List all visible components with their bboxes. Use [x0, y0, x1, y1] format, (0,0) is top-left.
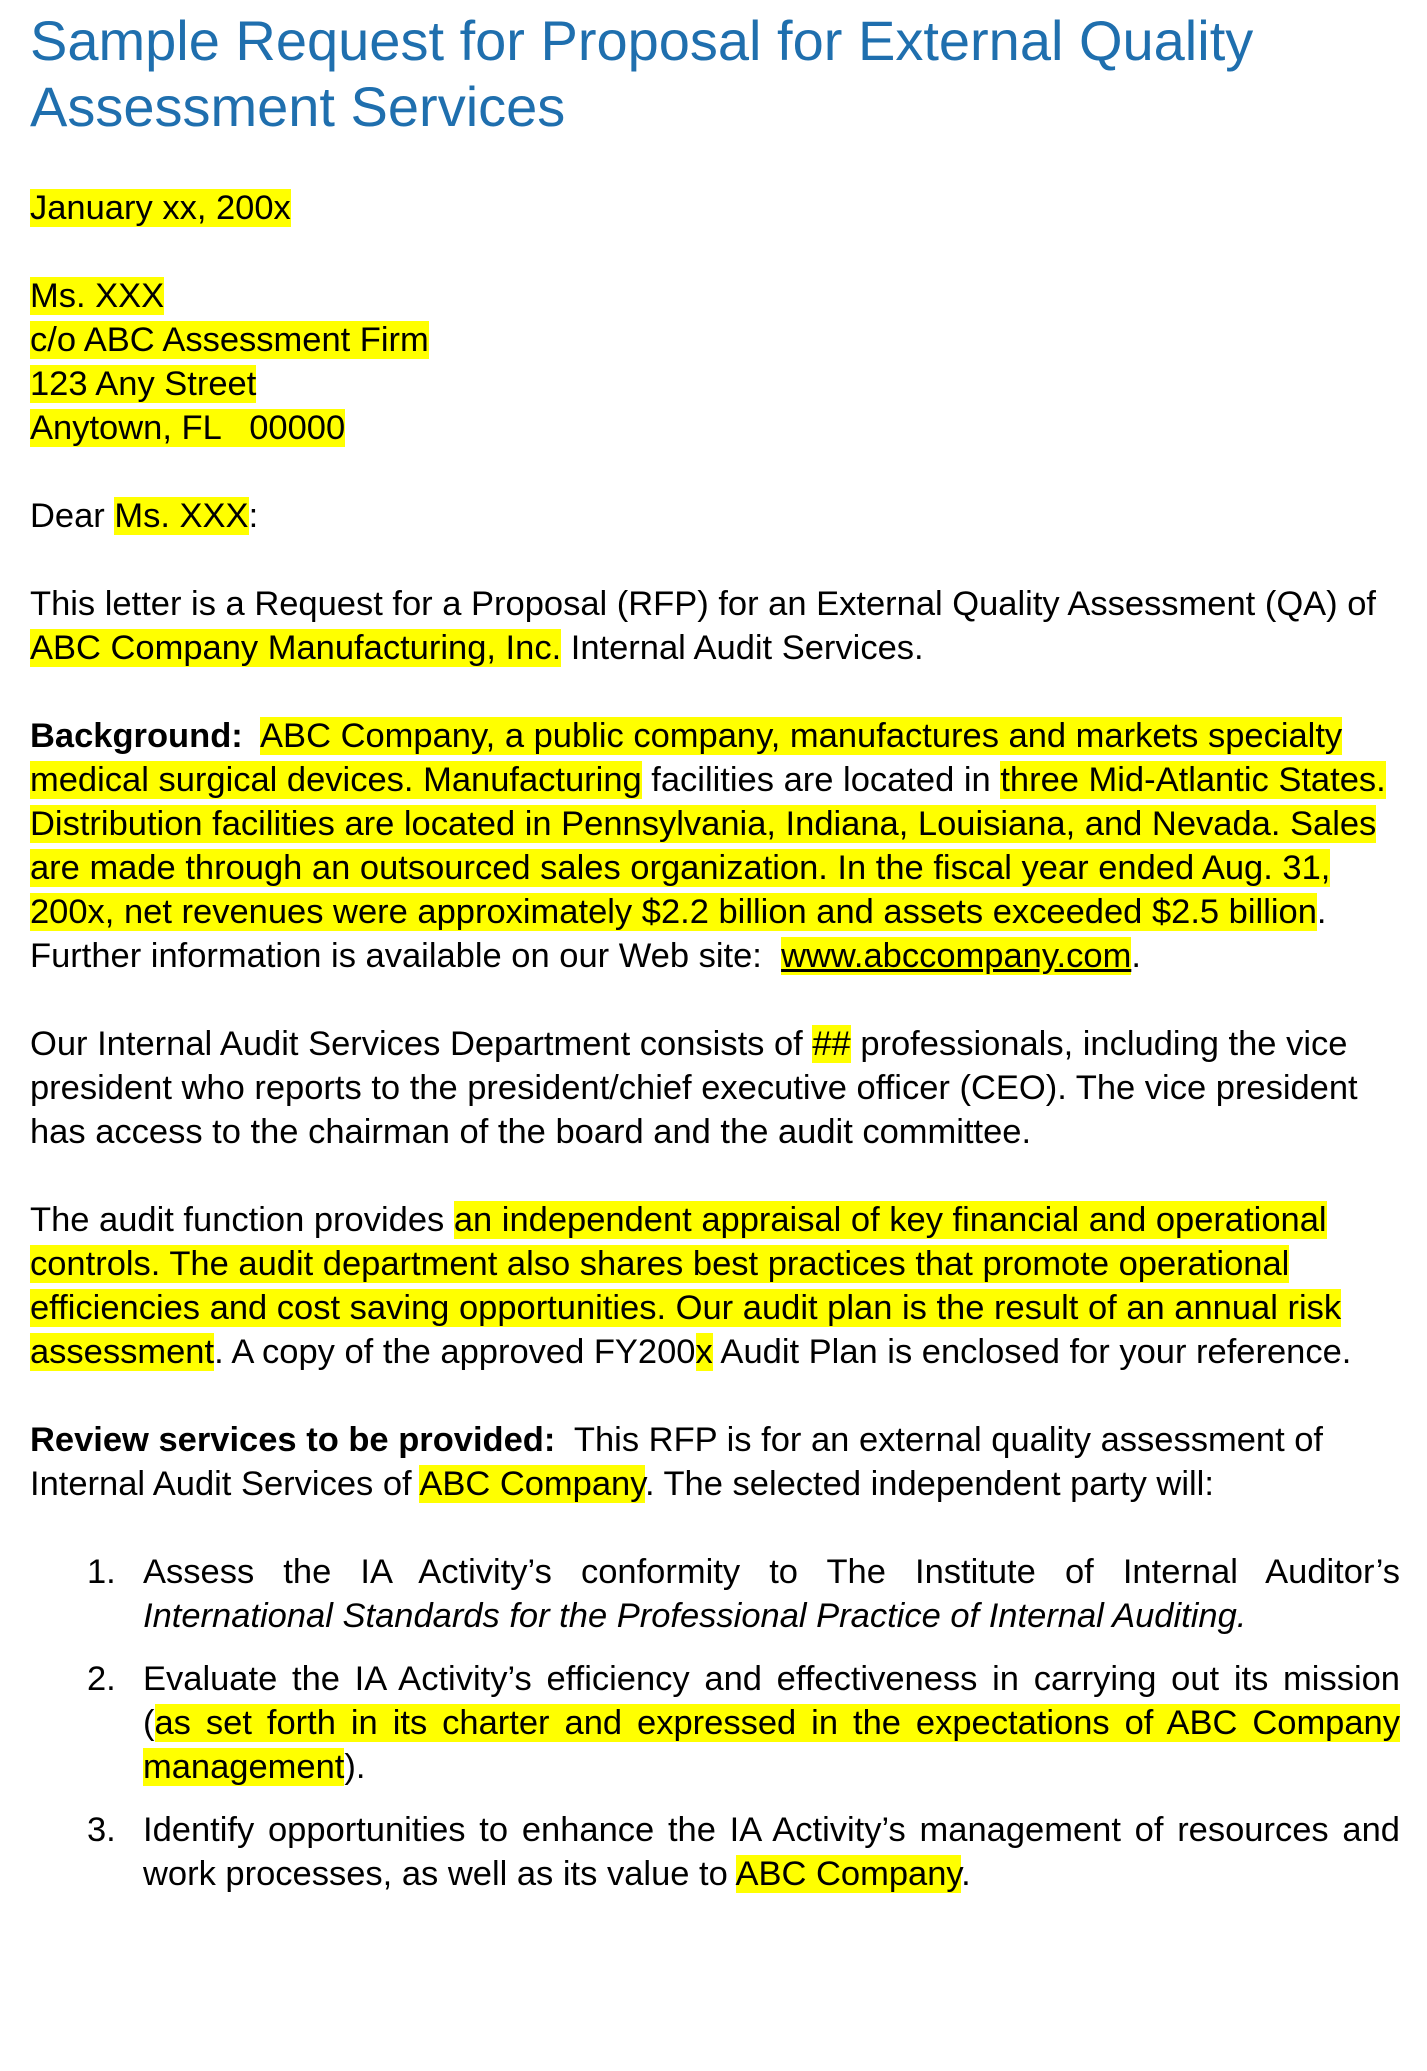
list-item-highlight: ABC Company [735, 1855, 962, 1893]
background-text-2: . Further information is available on our Web site: [30, 893, 1346, 975]
list-item-text: Evaluate the IA Activity’s efficiency and effectiveness in carrying out its mission ( [143, 1660, 1400, 1742]
review-text-2: . The selected independent party will: [644, 1465, 1214, 1503]
intro-text: This letter is a Request for a Proposal (RFP) for an External Quality Assessment (QA) of [30, 585, 1377, 623]
background-text-3: . [1131, 937, 1141, 975]
date-highlight: January xx, 200x [30, 189, 291, 227]
greeting-name: Ms. XXX [114, 497, 249, 535]
department-paragraph [30, 1022, 1400, 1154]
list-item-text: Assess the IA Activity’s conformity to The Institute of Internal Auditor’s [143, 1553, 1400, 1591]
list-item-italic: International Standards for the Professional Practice of Internal Auditing. [143, 1597, 1247, 1635]
list-item [30, 1657, 1400, 1789]
department-count: ## [812, 1025, 851, 1063]
intro-paragraph [30, 582, 1400, 670]
audit-text-2: . A copy of the approved FY200 [214, 1333, 696, 1371]
background-highlight-2: three Mid-Atlantic States. Distribution facilities are located in Pennsylvania, Indiana, Louisiana, and Nevada. Sales are made through an outsourced sales organization. In the fiscal year ended Aug. 31, 200x, net revenues were approximately $2.2 billion and assets exceeded $2.5 billion [30, 761, 1386, 931]
list-item-number: 1. [87, 1553, 116, 1591]
audit-text-1: The audit function provides [30, 1201, 454, 1239]
document-page [30, 0, 1400, 1915]
recipient-company: c/o ABC Assessment Firm [30, 321, 429, 359]
list-item-highlight: as set forth in its charter and expressed in the expectations of ABC Company management [143, 1704, 1400, 1786]
review-heading: Review services to be provided: [30, 1421, 556, 1459]
audit-text-3: Audit Plan is enclosed for your reference. [712, 1333, 1352, 1371]
greeting-suffix: : [248, 497, 259, 535]
list-item [30, 1550, 1400, 1638]
list-item-text: Identify opportunities to enhance the IA Activity’s management of resources and work processes, as well as its value to [143, 1811, 1400, 1893]
document-title: Sample Request for Proposal for External Quality Assessment Services [30, 9, 1254, 138]
audit-function-paragraph [30, 1198, 1400, 1374]
greeting [30, 494, 1400, 538]
recipient-name: Ms. XXX [30, 277, 165, 315]
website-link[interactable]: www.abccompany.com [781, 937, 1132, 975]
review-paragraph [30, 1418, 1400, 1506]
list-item-end: ). [344, 1748, 366, 1786]
department-text-1: Our Internal Audit Services Department consists of [30, 1025, 813, 1063]
recipient-address [30, 274, 1400, 450]
letter-body [30, 186, 1400, 1896]
list-item-end: . [961, 1855, 971, 1893]
recipient-city: Anytown, FL 00000 [30, 409, 346, 447]
list-item [30, 1808, 1400, 1896]
background-text-1: facilities are located in [641, 761, 1001, 799]
list-item-number: 3. [87, 1811, 116, 1849]
department-text-2: professionals, including the vice president who reports to the president/chief executive officer (CEO). The vice president has access to the chairman of the board and the audit committee. [30, 1025, 1358, 1151]
background-highlight-1: ABC Company, a public company, manufactures and markets specialty medical surgical devices. Manufacturing [30, 717, 1343, 799]
services-list [30, 1550, 1400, 1896]
review-text-1: This RFP is for an external quality assessment of Internal Audit Services of [30, 1421, 1333, 1503]
recipient-street: 123 Any Street [30, 365, 257, 403]
greeting-prefix: Dear [30, 497, 115, 535]
audit-highlight-2: x [695, 1333, 713, 1371]
background-heading: Background: [30, 717, 243, 755]
background-paragraph [30, 714, 1400, 978]
review-company: ABC Company [419, 1465, 645, 1503]
intro-company: ABC Company Manufacturing, Inc. [30, 629, 562, 667]
intro-text-end: Internal Audit Services. [561, 629, 924, 667]
list-item-number: 2. [87, 1660, 116, 1698]
letter-date [30, 186, 1400, 230]
audit-highlight-1: an independent appraisal of key financial and operational controls. The audit department also shares best practices that promote operational efficiencies and cost saving opportunities. Our audit plan is the result of an annual risk assessment [30, 1201, 1342, 1371]
